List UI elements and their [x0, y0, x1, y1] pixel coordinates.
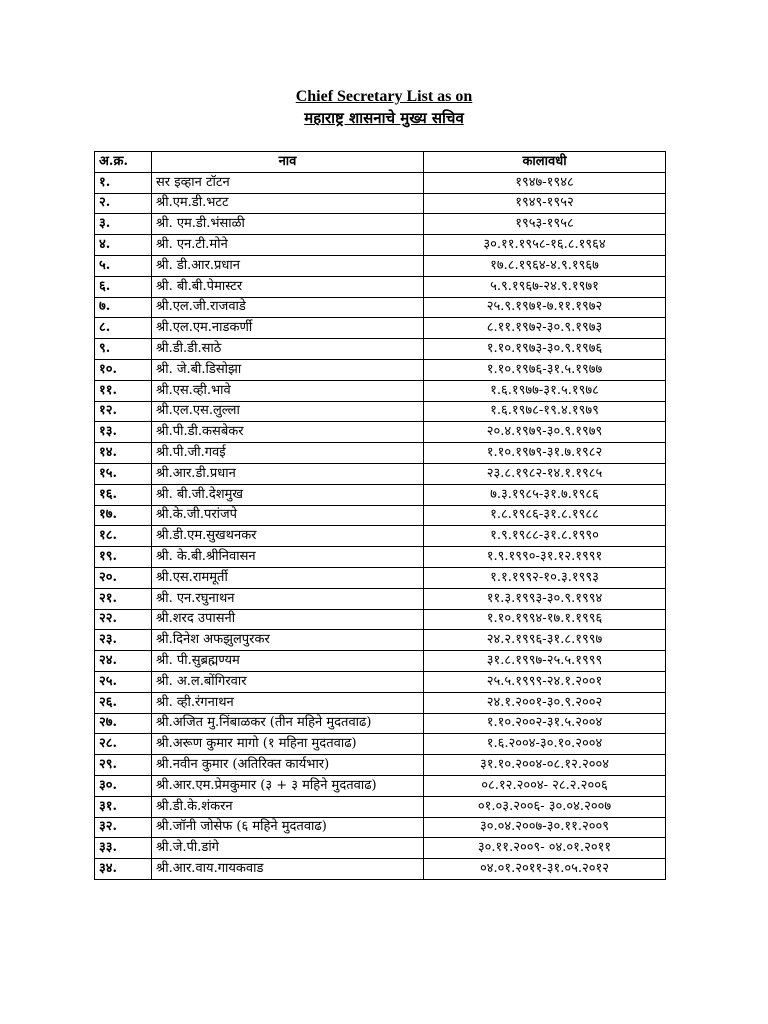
table-row: [95, 526, 666, 547]
name-cell: श्री. के.बी.श्रीनिवासन: [152, 547, 424, 568]
serial-cell: ७.: [95, 297, 152, 318]
table-row: [95, 567, 666, 588]
table-row: [95, 422, 666, 443]
serial-cell: १०.: [95, 359, 152, 380]
table-header-row: [95, 152, 666, 173]
period-cell: १७.८.१९६४-४.९.१९६७: [424, 255, 666, 276]
period-cell: २४.२.१९९६-३१.८.१९९७: [424, 630, 666, 651]
name-cell: श्री.डी.एम.सुखथनकर: [152, 526, 424, 547]
serial-cell: ५.: [95, 255, 152, 276]
name-cell: श्री.जॉनी जोसेफ (६ महिने मुदतवाढ): [152, 817, 424, 838]
header-name: नाव: [152, 152, 424, 173]
name-cell: श्री.आर.एम.प्रेमकुमार (३ + ३ महिने मुदतवाढ): [152, 775, 424, 796]
period-cell: १.१०.१९७६-३१.५.१९७७: [424, 359, 666, 380]
serial-cell: १३.: [95, 422, 152, 443]
period-cell: १.८.१९८६-३१.८.१९८८: [424, 505, 666, 526]
period-cell: ८.११.१९७२-३०.९.१९७३: [424, 318, 666, 339]
name-cell: श्री. अ.ल.बोंगिरवार: [152, 671, 424, 692]
serial-cell: २२.: [95, 609, 152, 630]
table-body: [95, 172, 666, 879]
serial-cell: ९.: [95, 339, 152, 360]
serial-cell: २६.: [95, 692, 152, 713]
chief-secretary-table: [94, 151, 666, 880]
table-row: [95, 297, 666, 318]
period-cell: १.९.१९८८-३१.८.१९९०: [424, 526, 666, 547]
name-cell: श्री.आर.डी.प्रधान: [152, 463, 424, 484]
period-cell: ३१.१०.२००४-०८.१२.२००४: [424, 755, 666, 776]
serial-cell: ११.: [95, 380, 152, 401]
name-cell: श्री.डी.के.शंकरन: [152, 796, 424, 817]
serial-cell: २१.: [95, 588, 152, 609]
serial-cell: १४.: [95, 443, 152, 464]
table-row: [95, 318, 666, 339]
period-cell: १९४७-१९४८: [424, 172, 666, 193]
table-row: [95, 255, 666, 276]
name-cell: श्री.पी.डी.कसबेकर: [152, 422, 424, 443]
name-cell: श्री.एल.एस.लुल्ला: [152, 401, 424, 422]
table-row: [95, 630, 666, 651]
serial-cell: ४.: [95, 235, 152, 256]
period-cell: ०८.१२.२००४- २८.२.२००६: [424, 775, 666, 796]
period-cell: २३.८.१९८२-१४.१.१९८५: [424, 463, 666, 484]
period-cell: १.१.१९९२-१०.३.१९९३: [424, 567, 666, 588]
name-cell: श्री.के.जी.परांजपे: [152, 505, 424, 526]
name-cell: श्री.एल.एम.नाडकर्णी: [152, 318, 424, 339]
serial-cell: ३२.: [95, 817, 152, 838]
table-row: [95, 505, 666, 526]
period-cell: ०४.०१.२०११-३१.०५.२०१२: [424, 859, 666, 880]
period-cell: ११.३.१९९३-३०.९.१९९४: [424, 588, 666, 609]
period-cell: ३१.८.१९९७-२५.५.१९९९: [424, 651, 666, 672]
serial-cell: ८.: [95, 318, 152, 339]
table-row: [95, 547, 666, 568]
name-cell: श्री.जे.पी.डांगे: [152, 838, 424, 859]
name-cell: श्री. बी.बी.पेमास्टर: [152, 276, 424, 297]
period-cell: १.१०.१९७९-३१.७.१९८२: [424, 443, 666, 464]
name-cell: श्री.अरूण कुमार मागो (१ महिना मुदतवाढ): [152, 734, 424, 755]
table-row: [95, 859, 666, 880]
page-subtitle: महाराष्ट्र शासनाचे मुख्य सचिव: [304, 109, 464, 127]
serial-cell: २९.: [95, 755, 152, 776]
serial-cell: १५.: [95, 463, 152, 484]
table-row: [95, 443, 666, 464]
table-row: [95, 588, 666, 609]
page-title: Chief Secretary List as on: [295, 88, 473, 105]
serial-cell: २४.: [95, 651, 152, 672]
table-row: [95, 692, 666, 713]
name-cell: श्री. व्ही.रंगनाथन: [152, 692, 424, 713]
table-row: [95, 193, 666, 214]
header-serial: अ.क्र.: [95, 152, 152, 173]
serial-cell: २५.: [95, 671, 152, 692]
table-row: [95, 796, 666, 817]
name-cell: श्री.एस.राममूर्ती: [152, 567, 424, 588]
header-period: कालावधी: [424, 152, 666, 173]
table-row: [95, 401, 666, 422]
serial-cell: २७.: [95, 713, 152, 734]
table-row: [95, 380, 666, 401]
period-cell: १९५३-१९५८: [424, 214, 666, 235]
table-row: [95, 817, 666, 838]
period-cell: २५.५.१९९९-२४.१.२००१: [424, 671, 666, 692]
name-cell: श्री. जे.बी.डिसोझा: [152, 359, 424, 380]
serial-cell: २८.: [95, 734, 152, 755]
name-cell: श्री.अजित मु.निंबाळकर (तीन महिने मुदतवाढ): [152, 713, 424, 734]
table-row: [95, 775, 666, 796]
table-row: [95, 359, 666, 380]
name-cell: श्री.पी.जी.गवई: [152, 443, 424, 464]
name-cell: श्री.एल.जी.राजवाडे: [152, 297, 424, 318]
table-row: [95, 651, 666, 672]
name-cell: श्री. पी.सुब्रह्मण्यम: [152, 651, 424, 672]
table-row: [95, 484, 666, 505]
period-cell: ७.३.१९८५-३१.७.१९८६: [424, 484, 666, 505]
table-row: [95, 713, 666, 734]
serial-cell: १६.: [95, 484, 152, 505]
serial-cell: ३३.: [95, 838, 152, 859]
serial-cell: ३०.: [95, 775, 152, 796]
period-cell: ३०.११.१९५८-१६.८.१९६४: [424, 235, 666, 256]
table-row: [95, 276, 666, 297]
period-cell: ३०.०४.२००७-३०.११.२००९: [424, 817, 666, 838]
period-cell: १.६.२००४-३०.१०.२००४: [424, 734, 666, 755]
name-cell: श्री. बी.जी.देशमुख: [152, 484, 424, 505]
name-cell: श्री.एम.डी.भटट: [152, 193, 424, 214]
name-cell: श्री. एन.टी.मोने: [152, 235, 424, 256]
serial-cell: २०.: [95, 567, 152, 588]
period-cell: २५.९.१९७१-७.११.१९७२: [424, 297, 666, 318]
period-cell: २४.१.२००१-३०.९.२००२: [424, 692, 666, 713]
name-cell: श्री.आर.वाय.गायकवाड: [152, 859, 424, 880]
period-cell: १.६.१९७८-१९.४.१९७९: [424, 401, 666, 422]
serial-cell: १.: [95, 172, 152, 193]
name-cell: श्री.दिनेश अफझुलपुरकर: [152, 630, 424, 651]
name-cell: श्री. एम.डी.भंसाळी: [152, 214, 424, 235]
table-row: [95, 609, 666, 630]
period-cell: २०.४.१९७९-३०.९.१९७९: [424, 422, 666, 443]
serial-cell: २.: [95, 193, 152, 214]
period-cell: ५.९.१९६७-२४.९.१९७१: [424, 276, 666, 297]
period-cell: १.१०.२००२-३१.५.२००४: [424, 713, 666, 734]
table-row: [95, 671, 666, 692]
table-row: [95, 339, 666, 360]
period-cell: १.९.१९९०-३१.१२.१९९१: [424, 547, 666, 568]
name-cell: श्री.एस.व्ही.भावे: [152, 380, 424, 401]
name-cell: श्री.नवीन कुमार (अतिरिक्त कार्यभार): [152, 755, 424, 776]
period-cell: ३०.११.२००९- ०४.०१.२०११: [424, 838, 666, 859]
serial-cell: ३.: [95, 214, 152, 235]
table-row: [95, 172, 666, 193]
serial-cell: ३४.: [95, 859, 152, 880]
name-cell: श्री. डी.आर.प्रधान: [152, 255, 424, 276]
name-cell: श्री.डी.डी.साठे: [152, 339, 424, 360]
table-row: [95, 463, 666, 484]
serial-cell: १२.: [95, 401, 152, 422]
period-cell: १.१०.१९७३-३०.९.१९७६: [424, 339, 666, 360]
table-row: [95, 214, 666, 235]
serial-cell: १७.: [95, 505, 152, 526]
serial-cell: ३१.: [95, 796, 152, 817]
serial-cell: ६.: [95, 276, 152, 297]
serial-cell: १८.: [95, 526, 152, 547]
name-cell: सर इव्हान टॉटन: [152, 172, 424, 193]
name-cell: श्री.शरद उपासनी: [152, 609, 424, 630]
table-row: [95, 235, 666, 256]
period-cell: १९४९-१९५२: [424, 193, 666, 214]
period-cell: १.१०.१९९४-१७.१.१९९६: [424, 609, 666, 630]
period-cell: १.६.१९७७-३१.५.१९७८: [424, 380, 666, 401]
table-row: [95, 755, 666, 776]
table-row: [95, 838, 666, 859]
serial-cell: १९.: [95, 547, 152, 568]
serial-cell: २३.: [95, 630, 152, 651]
table-row: [95, 734, 666, 755]
period-cell: ०१.०३.२००६- ३०.०४.२००७: [424, 796, 666, 817]
name-cell: श्री. एन.रघुनाथन: [152, 588, 424, 609]
